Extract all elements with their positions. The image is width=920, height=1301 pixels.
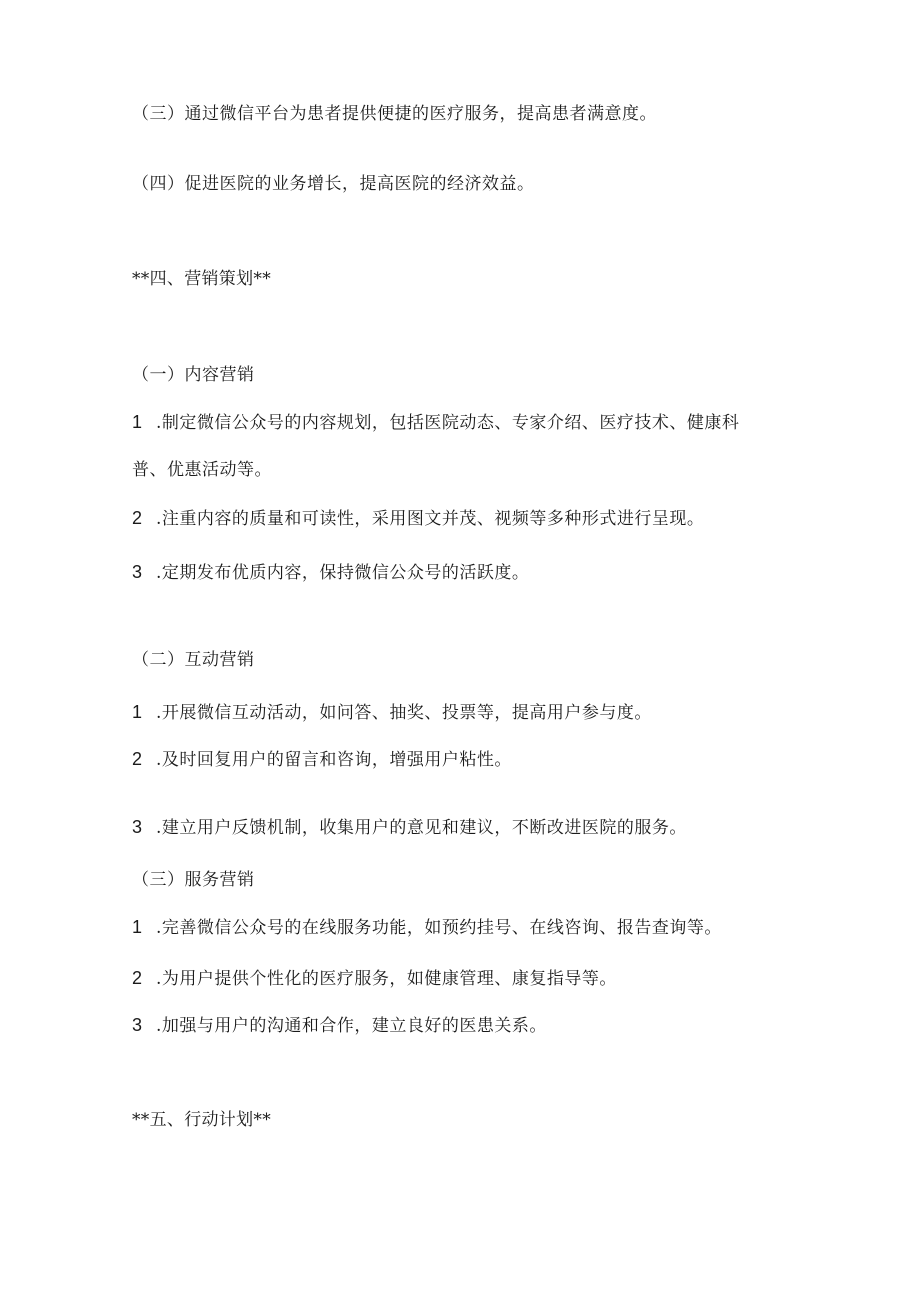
- item-text: .及时回复用户的留言和咨询，增强用户粘性。: [156, 750, 512, 770]
- interactive-marketing-item-1: [132, 700, 652, 725]
- service-marketing-item-2: [132, 966, 617, 991]
- service-marketing-item-3: [132, 1013, 547, 1038]
- service-marketing-item-1: [132, 915, 722, 940]
- section-4-heading: **四、营销策划**: [132, 269, 271, 289]
- item-number: 1: [132, 917, 143, 937]
- item-text: .制定微信公众号的内容规划，包括医院动态、专家介绍、医疗技术、健康科: [156, 413, 740, 433]
- item-number: 3: [132, 1015, 143, 1035]
- content-marketing-item-1: [132, 410, 739, 435]
- item-number: 1: [132, 412, 143, 432]
- item-number: 2: [132, 508, 143, 528]
- item-text: .定期发布优质内容，保持微信公众号的活跃度。: [156, 563, 530, 583]
- item-text: .加强与用户的沟通和合作，建立良好的医患关系。: [156, 1016, 547, 1036]
- item-text: .为用户提供个性化的医疗服务，如健康管理、康复指导等。: [156, 969, 617, 989]
- subsection-interactive-marketing-title: （二）互动营销: [132, 650, 255, 670]
- interactive-marketing-item-3: [132, 815, 687, 840]
- section-5-heading: **五、行动计划**: [132, 1110, 271, 1130]
- item-text: .建立用户反馈机制，收集用户的意见和建议，不断改进医院的服务。: [156, 818, 687, 838]
- item-number: 3: [132, 562, 143, 582]
- goal-item-4: （四）促进医院的业务增长，提高医院的经济效益。: [132, 174, 535, 194]
- item-number: 2: [132, 749, 143, 769]
- item-number: 2: [132, 968, 143, 988]
- item-text: .完善微信公众号的在线服务功能，如预约挂号、在线咨询、报告查询等。: [156, 918, 722, 938]
- item-number: 3: [132, 817, 143, 837]
- item-number: 1: [132, 702, 143, 722]
- content-marketing-item-2: [132, 506, 704, 531]
- item-text: .开展微信互动活动，如问答、抽奖、投票等，提高用户参与度。: [156, 703, 652, 723]
- subsection-service-marketing-title: （三）服务营销: [132, 870, 255, 890]
- subsection-content-marketing-title: （一）内容营销: [132, 365, 255, 385]
- interactive-marketing-item-2: [132, 747, 512, 772]
- content-marketing-item-1-continuation: 普、优惠活动等。: [132, 460, 272, 480]
- content-marketing-item-3: [132, 560, 529, 585]
- item-text: .注重内容的质量和可读性，采用图文并茂、视频等多种形式进行呈现。: [156, 509, 705, 529]
- goal-item-3: （三）通过微信平台为患者提供便捷的医疗服务，提高患者满意度。: [132, 104, 657, 124]
